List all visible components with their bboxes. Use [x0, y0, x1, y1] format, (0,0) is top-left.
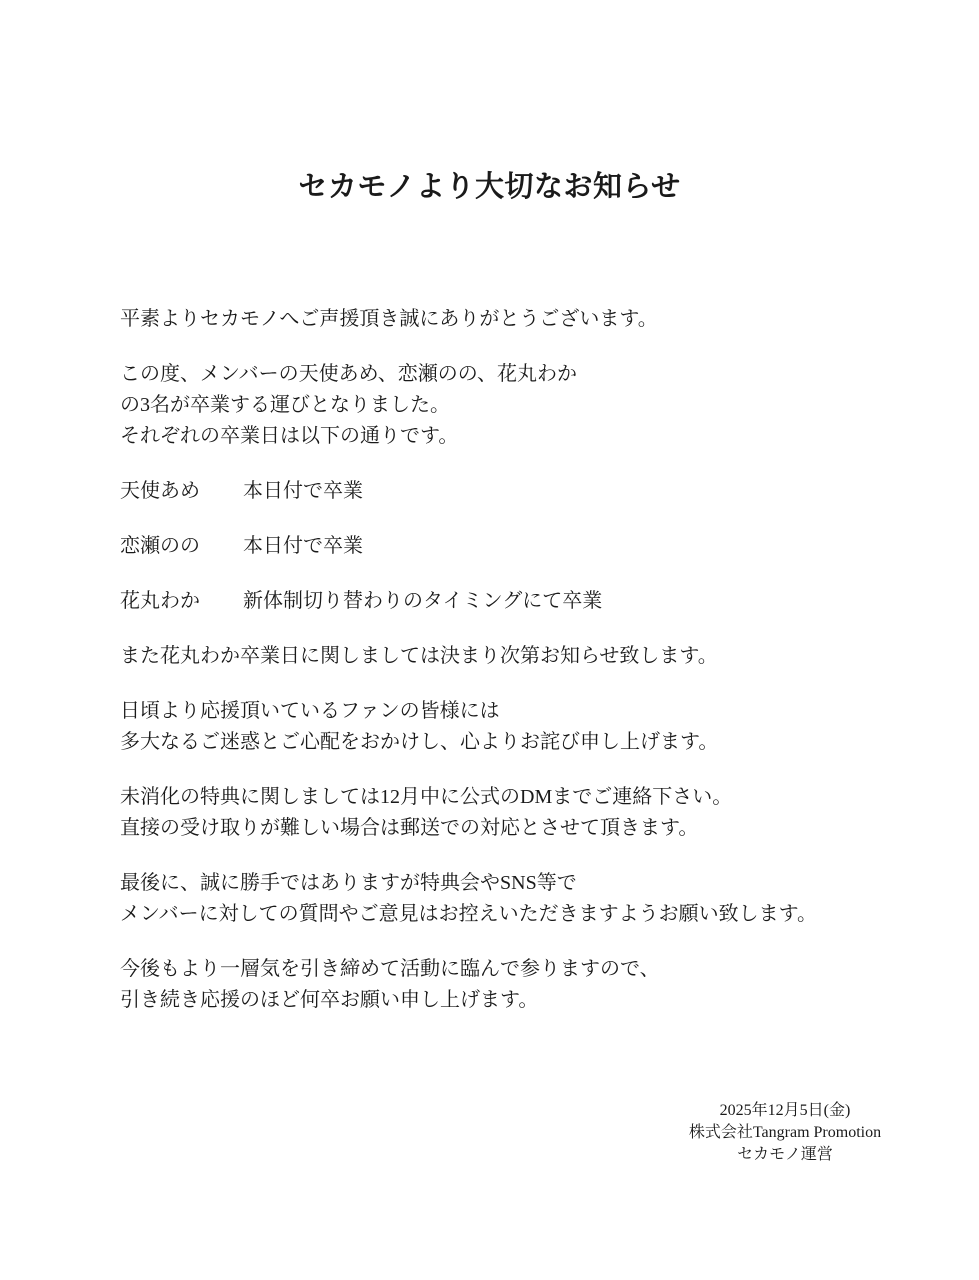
member-graduation-status: 新体制切り替わりのタイミングにて卒業	[243, 590, 603, 612]
greeting-line: 平素よりセカモノへご声援頂き誠にありがとうございます。	[120, 308, 658, 330]
greeting-paragraph	[120, 304, 940, 335]
member-name: 恋瀬のの	[120, 535, 200, 557]
closing-line: 引き続き応援のほど何卒お願い申し上げます。	[120, 989, 539, 1011]
request-line: 最後に、誠に勝手ではありますが特典会やSNS等で	[120, 872, 577, 894]
signature-block	[585, 1100, 979, 1166]
member-graduation-row	[120, 586, 940, 617]
announcement-line: の3名が卒業する運びとなりました。	[120, 394, 450, 416]
member-graduation-row	[120, 531, 940, 562]
announcement-line: それぞれの卒業日は以下の通りです。	[120, 425, 459, 447]
company-name: 株式会社Tangram Promotion	[688, 1124, 882, 1141]
apology-paragraph	[120, 696, 940, 758]
closing-paragraph	[120, 954, 940, 1016]
member-name: 花丸わか	[120, 590, 200, 612]
followup-note-paragraph	[120, 641, 940, 672]
member-graduation-status: 本日付で卒業	[243, 535, 363, 557]
benefits-line: 直接の受け取りが難しい場合は郵送での対応とさせて頂きます。	[120, 817, 699, 839]
announcement-body	[120, 304, 940, 1040]
member-graduation-row	[120, 476, 940, 507]
followup-note-line: また花丸わか卒業日に関しましては決まり次第お知らせ致します。	[120, 645, 718, 667]
member-name: 天使あめ	[120, 480, 200, 502]
announcement-date: 2025年12月5日(金)	[719, 1102, 851, 1119]
page-title: セカモノより大切なお知らせ	[298, 171, 681, 203]
graduation-announcement-paragraph	[120, 359, 940, 452]
operator-name: セカモノ運営	[737, 1146, 833, 1163]
request-line: メンバーに対しての質問やご意見はお控えいただきますようお願い致します。	[120, 903, 817, 925]
request-paragraph	[120, 868, 940, 930]
apology-line: 多大なるご迷惑とご心配をおかけし、心よりお詫び申し上げます。	[120, 731, 719, 753]
apology-line: 日頃より応援頂いているファンの皆様には	[120, 700, 500, 722]
member-graduation-status: 本日付で卒業	[243, 480, 363, 502]
announcement-line: この度、メンバーの天使あめ、恋瀬のの、花丸わか	[120, 363, 577, 385]
closing-line: 今後もより一層気を引き締めて活動に臨んで参りますので、	[120, 958, 660, 980]
benefits-paragraph	[120, 782, 940, 844]
benefits-line: 未消化の特典に関しましては12月中に公式のDMまでご連絡下さい。	[120, 786, 733, 808]
